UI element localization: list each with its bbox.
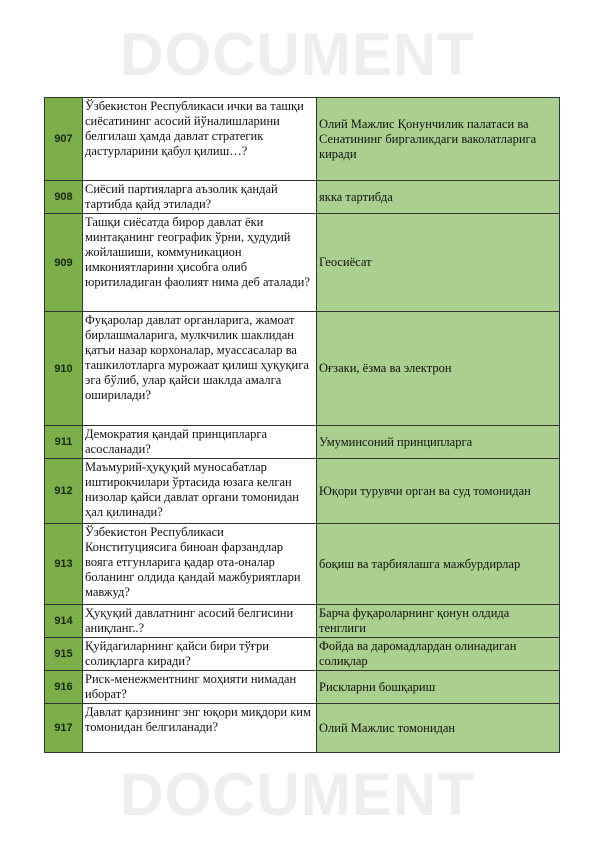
answer-cell: Оғзаки, ёзма ва электрон: [317, 312, 560, 426]
answer-cell: Олий Мажлис Қонунчилик палатаси ва Сенатининг биргаликдаги ваколатларига киради: [317, 98, 560, 181]
question-cell: Ўзбекистон Республикаси Конституциясига биноан фарзандлар вояга етгунларига қадар ота-оналар боланинг олдида қандай мажбуриятлари мавжуд?: [83, 524, 317, 605]
row-number: 912: [45, 459, 83, 524]
question-cell: Ўзбекистон Республикаси ички ва ташқи сиёсатининг асосий йўналишларини белгилаш ҳамда давлат стратегик дастурларини қабул қилиш…?: [83, 98, 317, 181]
question-cell: Маъмурий-ҳуқуқий муносабатлар иштирокчилари ўртасида юзага келган низолар қайси давлат органи томонидан ҳал қилинади?: [83, 459, 317, 524]
watermark-top: DOCUMENT: [120, 21, 475, 88]
table-row: [45, 524, 560, 605]
row-number: 914: [45, 605, 83, 638]
table-row: [45, 181, 560, 214]
watermark-bottom: DOCUMENT: [120, 761, 475, 828]
answer-cell: Юқори турувчи орган ва суд томонидан: [317, 459, 560, 524]
answer-cell: Умуминсоний принципларга: [317, 426, 560, 459]
table-row: [45, 704, 560, 753]
answer-cell: Барча фуқароларнинг қонун олдида тенглиги: [317, 605, 560, 638]
row-number: 907: [45, 98, 83, 181]
question-cell: Давлат қарзининг энг юқори миқдори ким томонидан белгиланади?: [83, 704, 317, 753]
answer-cell: якка тартибда: [317, 181, 560, 214]
question-cell: Қуйдагиларнинг қайси бири тўғри солиқларга киради?: [83, 638, 317, 671]
question-cell: Риск-менежментнинг моҳияти нимадан иборат?: [83, 671, 317, 704]
answer-cell: Рискларни бошқариш: [317, 671, 560, 704]
question-cell: Фуқаролар давлат органларига, жамоат бирлашмаларига, мулкчилик шаклидан қатъи назар корхоналар, муассасалар ва ташкилотларга мурожаат қилиш ҳуқуқига эга бўлиб, улар қайси шаклда амалга оширилади?: [83, 312, 317, 426]
table-row: [45, 214, 560, 312]
answer-cell: Олий Мажлис томонидан: [317, 704, 560, 753]
row-number: 910: [45, 312, 83, 426]
row-number: 915: [45, 638, 83, 671]
question-cell: Ҳуқуқий давлатнинг асосий белгисини аниқланг..?: [83, 605, 317, 638]
table-row: [45, 426, 560, 459]
row-number: 916: [45, 671, 83, 704]
answer-cell: Геосиёсат: [317, 214, 560, 312]
row-number: 909: [45, 214, 83, 312]
answer-cell: боқиш ва тарбиялашга мажбурдирлар: [317, 524, 560, 605]
table-row: [45, 459, 560, 524]
table-row: [45, 638, 560, 671]
table-row: [45, 98, 560, 181]
row-number: 913: [45, 524, 83, 605]
table-row: [45, 671, 560, 704]
answer-cell: Фойда ва даромадлардан олинадиган солиқлар: [317, 638, 560, 671]
table-row: [45, 312, 560, 426]
question-cell: Ташқи сиёсатда бирор давлат ёки минтақанинг географик ўрни, ҳудудий жойлашиши, коммуникацион имкониятларини ҳисобга олиб юритиладиган фаолият нима деб аталади?: [83, 214, 317, 312]
question-cell: Демократия қандай принципларга асосланади?: [83, 426, 317, 459]
row-number: 917: [45, 704, 83, 753]
table-row: [45, 605, 560, 638]
qa-table: [44, 97, 560, 753]
question-cell: Сиёсий партияларга аъзолик қандай тартибда қайд этилади?: [83, 181, 317, 214]
row-number: 908: [45, 181, 83, 214]
row-number: 911: [45, 426, 83, 459]
